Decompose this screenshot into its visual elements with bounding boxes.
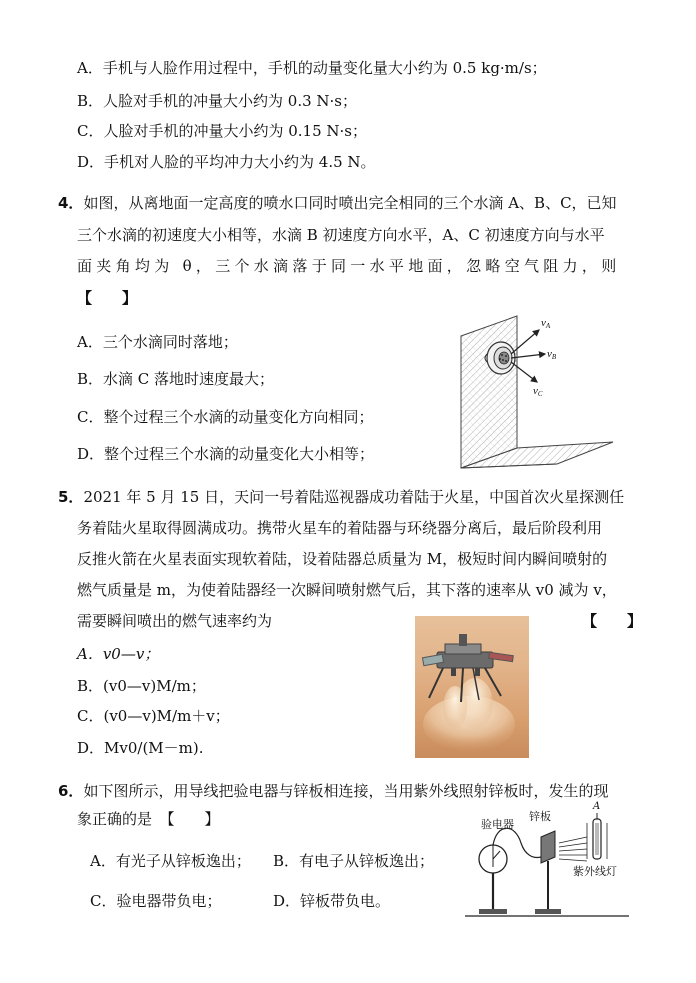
- label-vb: vB: [547, 348, 557, 361]
- q4-stem-line3: 面夹角均为 θ，三个水滴落于同一水平地面，忽略空气阻力，则: [77, 257, 621, 275]
- q5-option-b: B．(v0—v)M/m；: [77, 677, 206, 695]
- q4-fountain-figure: [455, 308, 615, 474]
- q4-option-c: C．整个过程三个水滴的动量变化方向相同；: [77, 408, 374, 426]
- q4-option-d: D．整个过程三个水滴的动量变化大小相等；: [77, 445, 375, 463]
- q6-option-d: D．锌板带负电。: [273, 892, 391, 910]
- mars-lander-svg: [415, 616, 529, 758]
- q4-stem-text1: 如图，从离地面一定高度的喷水口同时喷出完全相同的三个水滴 A、B、C，已知: [83, 194, 617, 212]
- q6-figure-svg: [463, 803, 633, 920]
- q6-number: 6．: [58, 782, 84, 800]
- q4-number: 4．: [58, 194, 84, 212]
- q6-stem-text1: 如下图所示，用导线把验电器与锌板相连接，当用紫外线照射锌板时，发生的现: [83, 782, 609, 800]
- q6-electroscope-figure: [463, 803, 633, 920]
- q4-stem-line1: [58, 193, 617, 213]
- q5-stem-line4: 燃气质量是 m，为使着陆器经一次瞬间喷射燃气后，其下落的速率从 v0 减为 v，: [77, 581, 617, 599]
- q5-stem-line5: 需要瞬间喷出的燃气速率约为: [77, 612, 273, 630]
- q6-option-a: A．有光子从锌板逸出；: [90, 852, 251, 870]
- label-vc: vC: [533, 385, 543, 398]
- q6-option-b: B．有电子从锌板逸出；: [273, 852, 435, 870]
- q5-option-c: C．(v0—v)M/m＋v；: [77, 707, 230, 725]
- mars-lander-image: [415, 616, 529, 758]
- label-zinc-plate: 锌板: [529, 810, 551, 823]
- q3-option-a: A．手机与人脸作用过程中，手机的动量变化量大小约为 0.5 kg·m/s；: [77, 59, 547, 77]
- q5-option-a: A．v0—v；: [77, 645, 160, 663]
- electroscope-base: [479, 909, 507, 914]
- q6-stem-line2: 象正确的是 【 】: [77, 810, 220, 828]
- label-electroscope: 验电器: [481, 818, 514, 831]
- q4-fountain-svg: [455, 308, 615, 474]
- q3-option-d: D．手机对人脸的平均冲力大小约为 4.5 N。: [77, 153, 376, 171]
- label-uv-lamp: 紫外线灯: [573, 865, 617, 878]
- zinc-stand-base: [535, 909, 561, 914]
- q5-stem-text1: 2021 年 5 月 15 日，天问一号着陆巡视器成功着陆于火星，中国首次火星探测任: [83, 488, 625, 506]
- q5-stem-line2: 务着陆火星取得圆满成功。携带火星车的着陆器与环绕器分离后，最后阶段利用: [77, 519, 603, 537]
- zinc-plate: [541, 831, 555, 863]
- q6-option-c: C．验电器带负电；: [90, 892, 222, 910]
- q4-option-b: B．水滴 C 落地时速度最大；: [77, 370, 275, 388]
- q4-stem-line2: 三个水滴的初速度大小相等，水滴 B 初速度方向水平，A、C 初速度方向与水平: [77, 226, 605, 244]
- q6-stem-line1: [58, 781, 608, 801]
- q5-number: 5．: [58, 488, 84, 506]
- q4-option-a: A．三个水滴同时落地；: [77, 333, 238, 351]
- label-va: vA: [541, 317, 551, 330]
- q5-answer-bracket: 【 】: [582, 612, 643, 630]
- q3-option-c: C．人脸对手机的冲量大小约为 0.15 N·s；: [77, 122, 368, 140]
- label-lamp-letter: A: [593, 801, 601, 812]
- q3-option-b: B．人脸对手机的冲量大小约为 0.3 N·s；: [77, 92, 358, 110]
- q5-stem-line3: 反推火箭在火星表面实现软着陆，设着陆器总质量为 M，极短时间内瞬间喷射的: [77, 550, 608, 568]
- q4-answer-bracket: 【 】: [77, 289, 138, 307]
- q5-option-d: D．Mv0/(M－m).: [77, 739, 204, 757]
- q5-stem-line1: [58, 487, 624, 507]
